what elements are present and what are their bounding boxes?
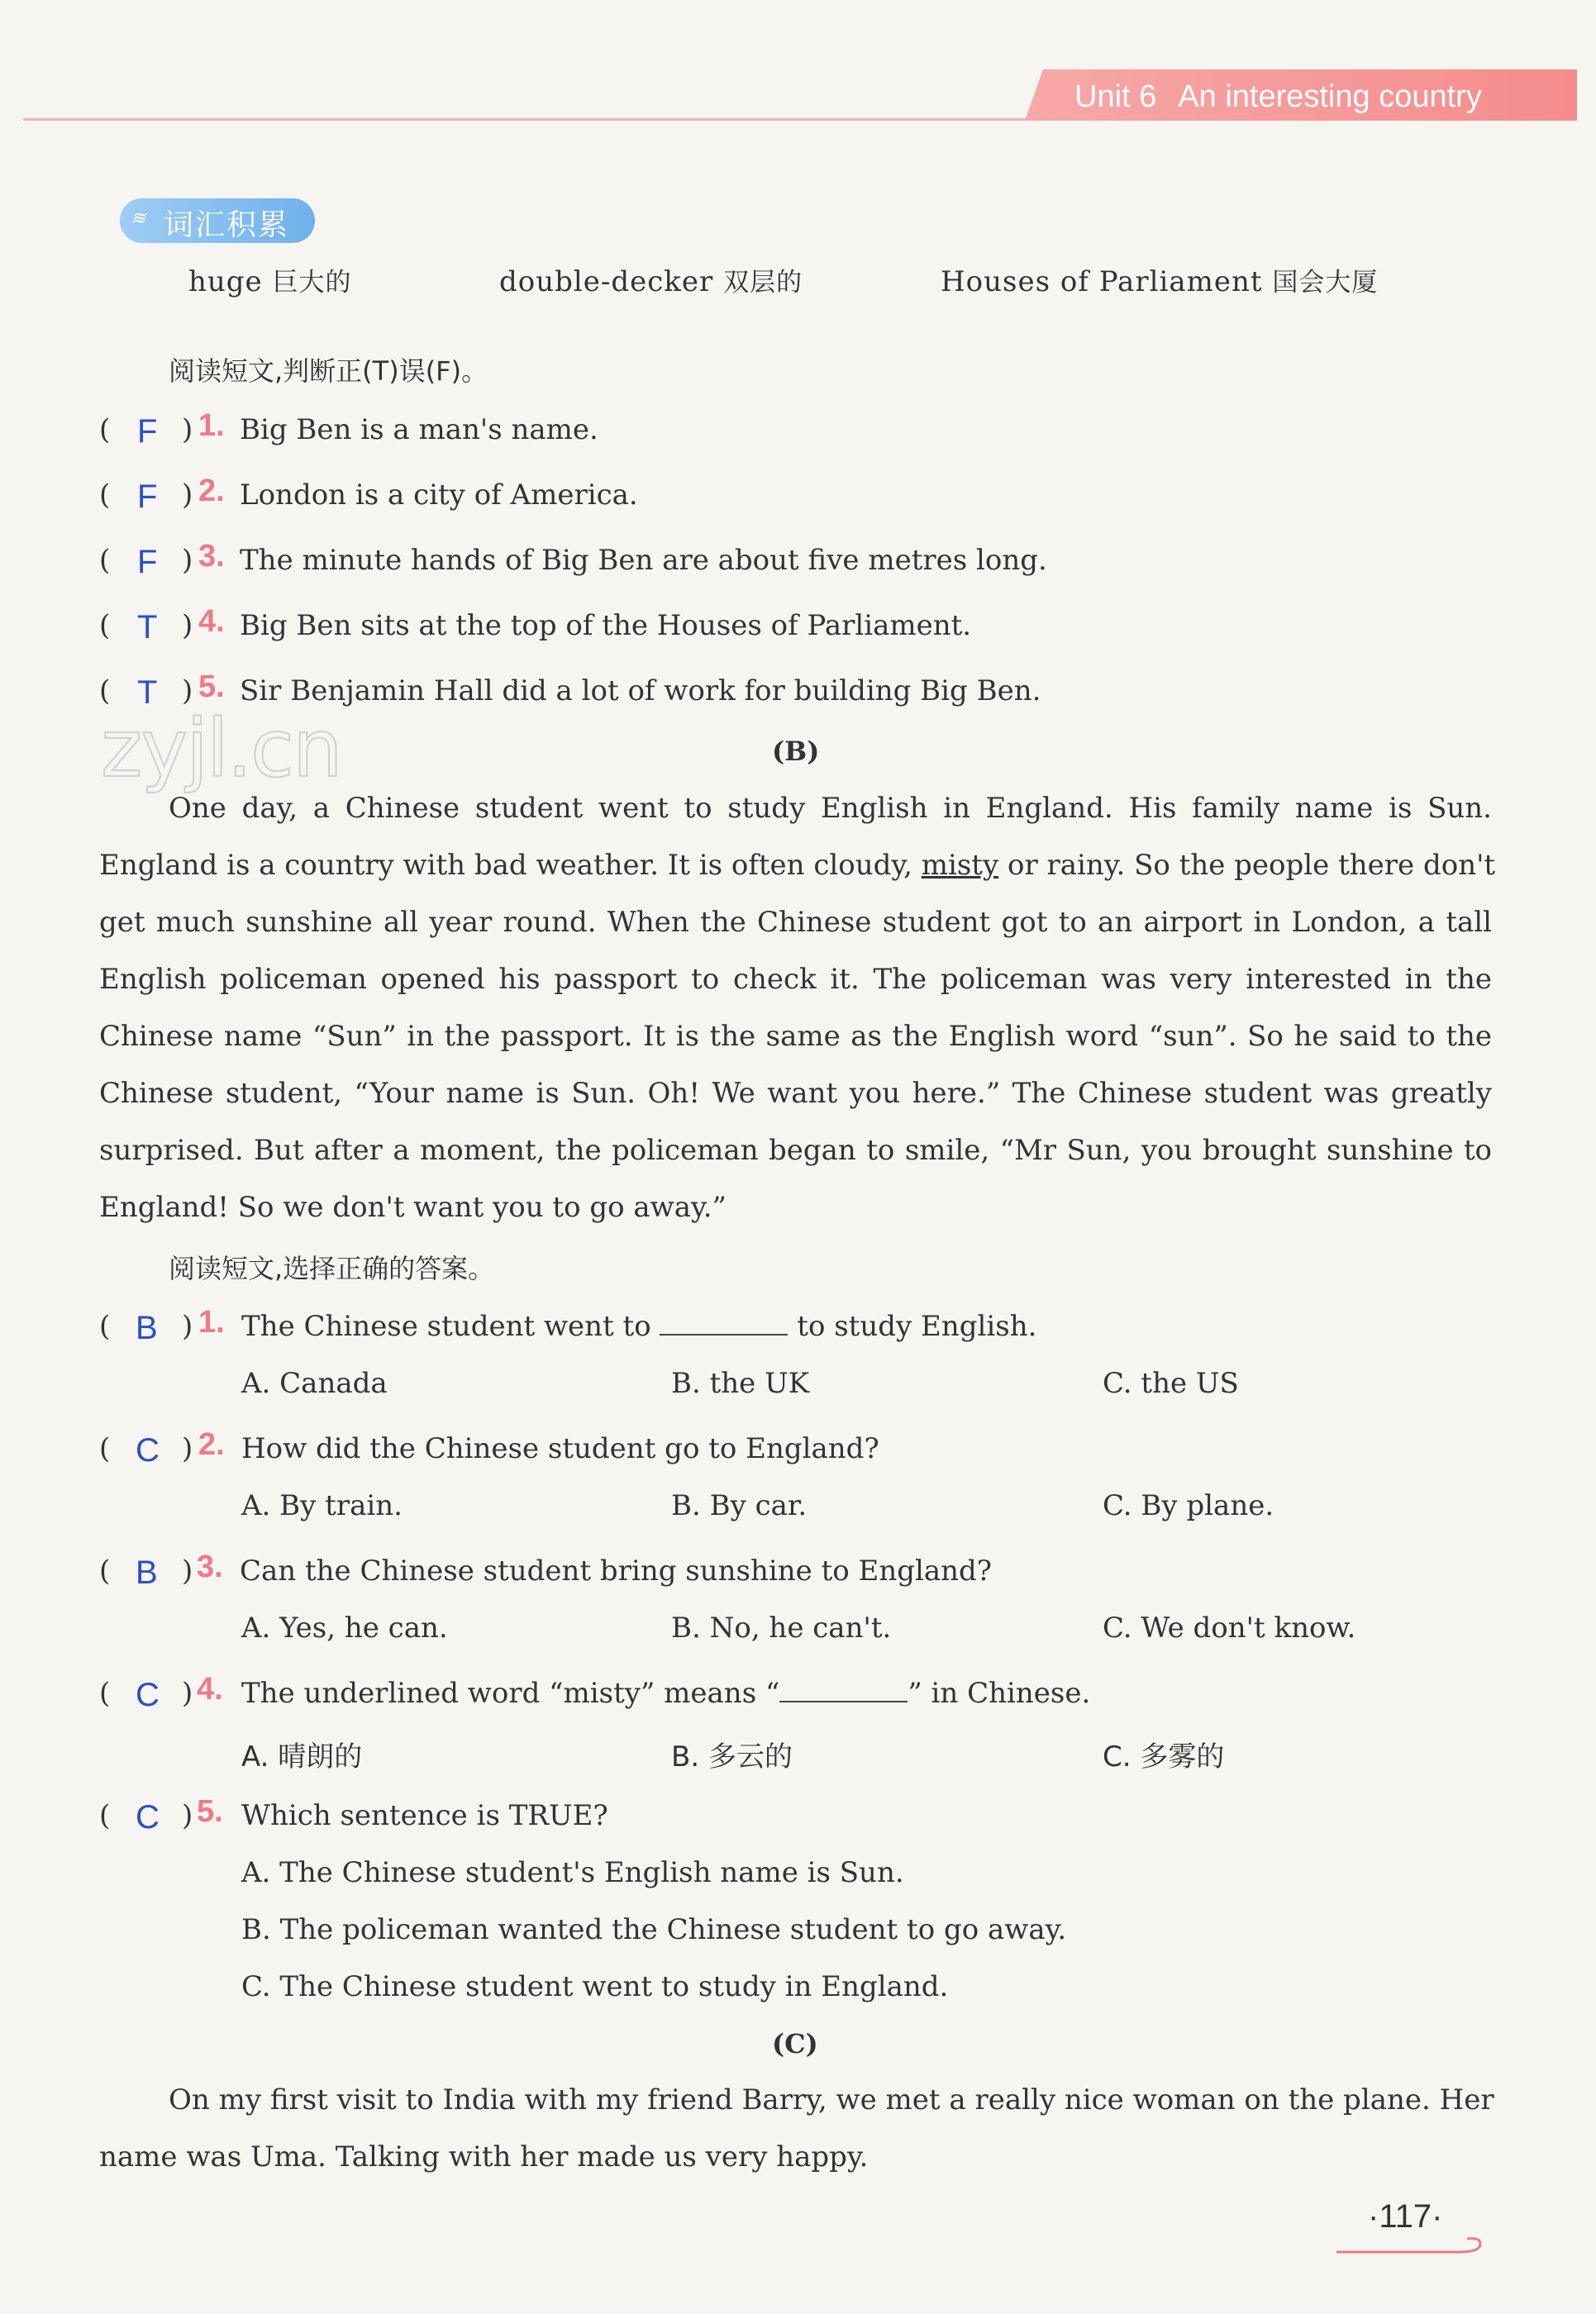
mc-question: [99, 1794, 1504, 1849]
option-a: A. By train.: [241, 1489, 403, 1522]
option-c: C. By plane.: [1103, 1489, 1274, 1522]
page-number: ·117·: [1368, 2198, 1443, 2235]
question-text-part: to study English.: [788, 1310, 1037, 1343]
mc-question: [99, 1427, 1504, 1482]
option-a: A. Yes, he can.: [241, 1612, 448, 1645]
answer-bracket: (: [99, 413, 111, 446]
mc-question: [99, 1672, 1504, 1726]
watermark: zyjl.cn: [101, 702, 341, 795]
unit-number: Unit 6: [1074, 79, 1157, 114]
question-text-part: The underlined word “misty” means “: [241, 1677, 780, 1710]
answer-mark: F: [137, 413, 158, 450]
tf-question: [99, 539, 1504, 593]
tf-question: [99, 474, 1504, 528]
answer-bracket: ): [182, 674, 193, 707]
answer-bracket: (: [99, 1555, 111, 1588]
mc-question: [99, 1305, 1504, 1359]
question-text: Can the Chinese student bring sunshine to England?: [240, 1555, 993, 1588]
underlined-word: misty: [921, 849, 999, 882]
answer-bracket: (: [99, 1432, 111, 1465]
answer-mark: F: [137, 544, 158, 580]
option-a: A. The Chinese student's English name is Sun.: [241, 1856, 904, 1889]
page-number-swoosh: [1335, 2235, 1484, 2255]
vocab-item: [188, 261, 352, 298]
passage-line: name was Uma. Talking with her made us very happy.: [99, 2140, 869, 2174]
answer-mark: B: [136, 1310, 158, 1346]
answer-bracket: (: [99, 1310, 111, 1343]
answer-bracket: ): [182, 609, 193, 642]
passage-line: One day, a Chinese student went to study English in England. His family name is Sun.: [169, 792, 1492, 825]
option-c: C. The Chinese student went to study in England.: [241, 1970, 949, 2003]
vocab-meaning: 双层的: [723, 268, 803, 298]
option-b: B. By car.: [671, 1489, 808, 1522]
question-number: 1.: [198, 1305, 225, 1340]
question-text: Sir Benjamin Hall did a lot of work for building Big Ben.: [240, 674, 1041, 707]
passage-line: [99, 849, 1496, 882]
question-number: 5.: [198, 669, 225, 704]
vocab-item: [499, 261, 803, 298]
option-b: B. The policeman wanted the Chinese student to go away.: [241, 1913, 1067, 1946]
answer-blank: [660, 1314, 788, 1336]
vocab-badge-label: 词汇积累: [164, 208, 290, 242]
answer-mark: B: [136, 1555, 158, 1591]
answer-mark: C: [136, 1799, 160, 1835]
passage-line: Chinese student, “Your name is Sun. Oh! We want you here.” The Chinese student was greatly: [99, 1077, 1492, 1110]
option-c: C. the US: [1103, 1367, 1239, 1400]
answer-bracket: (: [99, 674, 111, 707]
answer-blank: [779, 1681, 908, 1702]
option-c: C. We don't know.: [1103, 1612, 1356, 1645]
option-c: C. 多雾的: [1103, 1740, 1225, 1774]
unit-title: An interesting country: [1178, 79, 1482, 114]
answer-bracket: (: [99, 544, 111, 577]
question-text: [241, 1677, 1090, 1710]
vocab-word: Houses of Parliament: [941, 265, 1263, 298]
vocab-word: double-decker: [499, 265, 714, 298]
answer-bracket: ): [182, 1677, 193, 1710]
vocab-word: huge: [188, 265, 263, 298]
question-text: Big Ben sits at the top of the Houses of Parliament.: [240, 609, 972, 642]
passage-line: Chinese name “Sun” in the passport. It is the same as the English word “sun”. So he said to the: [99, 1020, 1492, 1053]
section-label-c: (C): [772, 2028, 818, 2059]
question-text: Big Ben is a man's name.: [240, 413, 598, 446]
passage-text: England is a country with bad weather. It is often cloudy,: [99, 849, 922, 882]
answer-bracket: (: [99, 1799, 111, 1832]
answer-bracket: (: [99, 609, 111, 642]
answer-bracket: ): [182, 413, 193, 446]
section-label-b: (B): [772, 736, 820, 767]
option-b: B. 多云的: [671, 1740, 793, 1774]
answer-bracket: ): [182, 1310, 193, 1343]
passage-line: get much sunshine all year round. When the Chinese student got to an airport in London, a tall: [99, 906, 1492, 939]
option-a: A. Canada: [241, 1367, 388, 1400]
answer-bracket: ): [182, 479, 193, 512]
option-b: B. the UK: [671, 1367, 810, 1400]
part-b-instruction: 阅读短文,选择正确的答案。: [169, 1253, 495, 1284]
mc-question: [99, 1550, 1504, 1604]
question-text: London is a city of America.: [240, 479, 638, 512]
question-number: 2.: [198, 1427, 225, 1462]
passage-text: or rainy. So the people there don't: [998, 849, 1496, 882]
vocab-meaning: 巨大的: [272, 268, 352, 298]
option-a: A. 晴朗的: [241, 1740, 363, 1774]
question-number: 2.: [198, 474, 225, 508]
vocab-meaning: 国会大厦: [1272, 268, 1379, 298]
question-number: 4.: [198, 604, 225, 639]
answer-mark: C: [136, 1677, 160, 1713]
question-text: [241, 1310, 1036, 1343]
passage-line: English policeman opened his passport to check it. The policeman was very interested in the: [99, 963, 1492, 996]
question-number: 5.: [197, 1794, 223, 1829]
answer-bracket: (: [99, 1677, 111, 1710]
question-number: 1.: [198, 408, 225, 443]
answer-mark: C: [136, 1432, 160, 1469]
question-text: Which sentence is TRUE?: [241, 1799, 608, 1832]
answer-bracket: ): [182, 1799, 193, 1832]
vocab-item: [941, 261, 1378, 298]
question-text: The minute hands of Big Ben are about five metres long.: [240, 544, 1047, 577]
option-b: B. No, he can't.: [671, 1612, 892, 1645]
tf-question: [99, 604, 1504, 659]
book-icon: ≋: [131, 208, 146, 229]
question-number: 3.: [198, 539, 225, 574]
answer-bracket: ): [182, 544, 193, 577]
answer-bracket: ): [182, 1555, 193, 1588]
answer-bracket: (: [99, 479, 111, 512]
question-text: How did the Chinese student go to England?: [241, 1432, 879, 1465]
question-text-part: ” in Chinese.: [908, 1677, 1091, 1710]
question-text-part: The Chinese student went to: [241, 1310, 660, 1343]
passage-line: On my first visit to India with my friend Barry, we met a really nice woman on the plane. Her: [169, 2083, 1494, 2116]
unit-header-title: [1074, 79, 1503, 115]
answer-mark: T: [137, 674, 158, 711]
passage-line: surprised. But after a moment, the policeman began to smile, “Mr Sun, you brought sunshine to: [99, 1134, 1492, 1167]
question-number: 4.: [197, 1672, 223, 1707]
answer-mark: F: [137, 479, 158, 515]
part-a-instruction: 阅读短文,判断正(T)误(F)。: [169, 355, 488, 387]
answer-bracket: ): [182, 1432, 193, 1465]
question-number: 3.: [197, 1550, 223, 1584]
answer-mark: T: [137, 609, 158, 645]
passage-line: England! So we don't want you to go away.”: [99, 1191, 727, 1224]
tf-question: [99, 408, 1504, 463]
